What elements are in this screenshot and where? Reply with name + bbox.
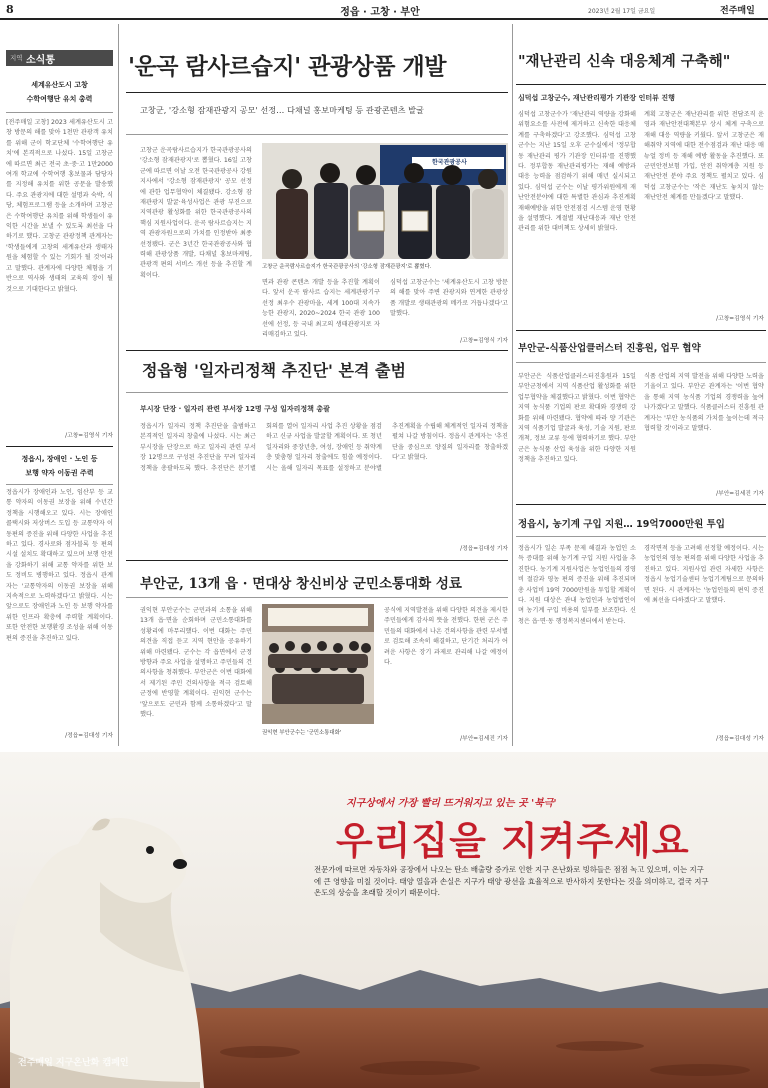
lead-body-3: 심덕섭 고창군수는 '세계유산도시 고창 방문의 해를 맞아 주변 관광지와 연계한 관광상품 개발로 생태관광의 메카로 거듭나겠다'고 말했다.: [390, 279, 508, 318]
lead-body-2: 면과 관광 콘텐츠 개발 등을 추진할 계획이다. 앞서 운곡 람사르 습지는 세계관광기구 선정 최우수 관광마을, 세계 100대 지속가능한 관광지, 2020~2024 한국 관광 100선에 선정, 등 국내 최고의 생태관광지로 자리매김하고 있다.: [262, 279, 380, 339]
divider: [126, 560, 508, 561]
right-low-body-1: 정읍시가 일손 부족 문제 해결과 농업인 소득 증대를 위해 농기계 구입 지원 사업을 추진한다. 농기계 지원사업은 농업인들의 경영비 절감과 영농 편의 증진을 위해 추진되며 총 사업비 19억 7000만원을 투입할 계획이다. 지원 대상은 관내 농업인과 농업법인이며 농기계 구입 비용의 일부를 보조한다. 신청은 읍·면·동 행정복지센터에서 받는다.: [518, 545, 636, 625]
divider: [126, 134, 508, 135]
sidebar-item-2-headline: 정읍시, 장애인 · 노인 등 보행 약자 이동권 주력: [21, 455, 98, 477]
bottom-byline: /부안=김세진 기자: [460, 736, 508, 742]
divider: [126, 392, 508, 393]
ad-headline: 우리집을 지켜주세요: [336, 819, 690, 863]
group-photo-caption: 권익현 부안군수는 '군민소통대화': [262, 730, 342, 736]
sidebar-item-2-byline: /정읍=김대성 기자: [65, 733, 113, 739]
bottom-body-1: 권익현 부안군수는 군민과의 소통을 위해 13개 읍·면을 순회하며 군민소통대화를 성황리에 마무리했다. 이번 대화는 주민 의견을 직접 듣고 지역 현안을 공유하기 위해 마련됐다. 군수는 각 읍면에서 군정 방향과 주요 사업을 설명하고 주민들의 건의사항을 청취했다. 부안군은 이번 대화에서 제기된 주민 건의사항을 적극 검토해 군정에 반영할 계획이다. 권익현 군수는 '앞으로도 군민과 함께 소통하겠다'고 말했다.: [140, 607, 252, 719]
section-title: 정읍 · 고창 · 부안: [340, 7, 420, 18]
sidebar-item-1-headline: 세계유산도시 고창 수학여행단 유치 총력: [26, 81, 93, 103]
group-photo: [262, 604, 374, 724]
right-low-byline: /정읍=김대성 기자: [716, 736, 764, 742]
right-mid-body-1: 부안군은 식품산업클러스터진흥원과 15일 부안군청에서 지역 식품산업 활성화를 위한 업무협약을 체결했다고 밝혔다. 이번 협약은 지역 농식품 기업의 판로 확대와 경쟁력 강화를 위해 마련됐다. 협약에 따라 양 기관은 지역 식품기업 발굴과 육성, 기술 지원, 판로 개척, 정보 교류 등에 협력하기로 했다. 부안군은 농식품 산업 육성을 위한 다양한 지원 정책을 추진하고 있다.: [518, 373, 636, 464]
divider: [516, 504, 766, 505]
divider: [6, 112, 113, 113]
divider: [126, 597, 508, 598]
climate-ad: [0, 752, 768, 1088]
right-top-body-1: 심덕섭 고창군수가 '재난관리 역량을 강화해 위험요소를 사전에 제거하고 신속한 대응체계를 구축하겠다'고 강조했다. 심덕섭 고창군수는 지난 15일 오후 군수실에서 '정부합동 재난관리 평가 기관장 인터뷰'를 진행했다. 정부합동 재난관리평가는 재해 예방과 대응 능력을 점검하기 위해 매년 실시되고 있다. 심덕섭 군수는 이날 평가위원에게 재난안전분야에 대한 특별한 관심과 추진계획 재해예방을 위한 안전점검 시스템 운영 현황을 설명했다. 계절별 재난대응과 재난 안전관리를 위한 대비책도 상세히 밝혔다.: [518, 111, 636, 233]
ad-footer: 전주매일 지구온난화 캠페인: [18, 1058, 129, 1068]
mid-headline: 정읍형 '일자리정책 추진단' 본격 출범: [142, 361, 406, 380]
sidebar-header: [6, 50, 113, 66]
page-number: 8: [6, 3, 14, 16]
group-photo-image: [262, 604, 374, 724]
lead-body-1: 고창군 운곡람사르습지가 한국관광공사의 '강소형 잠재관광지'로 뽑혔다. 16일 고창군에 따르면 이날 오전 한국관광공사 강원지사에서 '강소형 잠재관광지' 공모 선정에 관한 업무협약이 체결됐다. 강소형 잠재관광지 발굴·육성사업은 관광 부진으로 지역관광 활성화를 위한 한국관광공사의 핵심 지원사업이다. 운곡 람사르습지는 지역 관광자원으로의 가치를 인정받아 최종 선정됐다. 군은 3년간 한국관광공사와 협력해 관광상품 개발, 다채널 홍보마케팅, 관광객 편의 서비스 개선 등을 추진할 계획이다.: [140, 147, 252, 279]
right-top-headline: "재난관리 신속 대응체계 구축해": [518, 53, 731, 70]
right-mid-body-2: 식품 산업의 지역 발전을 위해 다양한 노력을 기울이고 있다. 부안군 관계자는 '이번 협약을 통해 지역 농식품 기업의 경쟁력을 높여 나가겠다'고 말했다. 식품클러스터 진흥원 관계자는 '부안 농식품의 가치를 높이는데 적극 협력할 것'이라고 말했다.: [644, 373, 764, 433]
page-header: [0, 0, 768, 20]
lead-photo: [262, 143, 508, 259]
right-top-subtitle: 심덕섭 고창군수, 재난관리평가 기관장 인터뷰 진행: [518, 94, 675, 102]
sidebar-item-1-byline: /고창=김영식 기자: [65, 433, 113, 439]
right-top-body-2: 계획 고창군은 재난관리를 위한 전담조직 운영과 재난안전대책본부 상시 체계 구축으로 재해 대응 역량을 키웠다. 앞서 고창군은 재해취약 지역에 대한 전수점검과 재난 대응 매뉴얼 정비 등 재해 예방 활동을 추진했다. 또 군민안전보험 가입, 안전 취약계층 지원 등 재난안전 분야 주요 정책도 펼치고 있다. 심덕섭 고창군수는 '작은 재난도 놓치지 않는 재난안전 체계를 만들겠다'고 말했다.: [644, 111, 764, 202]
bottom-body-2: 공식에 지역발전을 위해 다양한 의견을 제시한 주민들에게 감사의 뜻을 전했다. 한편 군은 주민들의 대화에서 나온 건의사항을 관련 부서별로 검토해 조속히 해결하고, 단기간 처리가 어려운 사항은 장기 과제로 관리해 나갈 예정이다.: [384, 607, 508, 667]
mid-subtitle: 부시장 단장 · 일자리 관련 부서장 12명 구성 일자리정책 총괄: [140, 405, 330, 413]
mid-body: 정읍시가 일자리 정책 추진단을 출범하고 본격적인 일자리 창출에 나섰다. 시는 최근 부시장을 단장으로 하고 일자리 관련 부서장 12명으로 구성된 추진단을 꾸려 일자리 정책을 총괄하도록 했다. 추진단은 분기별 회의를 열어 일자리 사업 추진 상황을 점검하고 신규 사업을 발굴할 계획이다. 또 청년 일자리와 중장년층, 여성, 장애인 등 취약계층 맞춤형 일자리 창출에도 힘쓸 예정이다. 시는 올해 일자리 목표를 설정하고 분야별 추진계획을 수립해 체계적인 일자리 정책을 펼쳐 나갈 방침이다. 정읍시 관계자는 '추진단을 중심으로 양질의 일자리를 창출하겠다'고 밝혔다.: [140, 423, 508, 472]
mid-byline: /정읍=김대성 기자: [460, 546, 508, 552]
divider: [516, 536, 766, 537]
divider: [126, 92, 508, 93]
header-rule: [0, 18, 768, 20]
ad-body: 전문가에 따르면 자동차와 공장에서 나오는 탄소 배출량 증가로 인한 지구 온난화로 빙하들은 점점 녹고 있으며, 이는 지구에 큰 영향을 미칠 것이다. 태양 열을과 손실은 지구가 태양 광선을 효율적으로 반사하지 못한다는 것을 의미하고, 결국 지구 온도의 상승을 초래할 것이기 때문이다.: [314, 865, 709, 897]
sidebar-item-2-body: 정읍시가 장애인과 노인, 임산부 등 교통 약자의 이동권 보장을 위해 수년간 정책을 시행해오고 있다. 시는 장애인 콜택시와 저상버스 도입 등 교통약자 이동편의 증진을 위해 다양한 사업을 추진하고 있다. 경사로와 점자블록 등 편의시설 설치도 확대하고 있으며 보행 안전을 강화하기 위해 교통 약자를 위한 보도 정비도 병행하고 있다. 정읍시 관계자는 '교통약자의 이동권 보장을 위해 지속적으로 노력하겠다'고 밝혔다. 시는 앞으로도 장애인과 노인 등 보행 약자를 위한 인프라 확충에 주력할 계획이다. 또한 안전한 보행환경 조성을 위해 이동 편의 증진을 추진하고 있다.: [6, 489, 113, 642]
divider: [516, 362, 766, 363]
divider: [516, 330, 766, 331]
polar-bear-image: [0, 752, 230, 1088]
lead-headline: '운곡 람사르습지' 관광상품 개발: [128, 53, 446, 80]
bottom-headline: 부안군, 13개 읍 · 면대상 창신비상 군민소통대화 성료: [140, 576, 462, 592]
right-mid-headline: 부안군-식품산업클러스터 진흥원, 업무 협약: [518, 343, 701, 354]
divider: [516, 84, 766, 85]
ad-tagline: 지구상에서 가장 빨리 뜨거워지고 있는 곳 '북극': [346, 798, 557, 809]
divider: [126, 350, 508, 351]
divider: [6, 484, 113, 485]
right-top-byline: /고창=김영식 기자: [716, 316, 764, 322]
photo-banner-text: 한국관광공사: [432, 159, 467, 166]
right-low-body-2: 경작면적 등을 고려해 선정할 예정이다. 시는 농업인의 영농 편의를 위해 다양한 사업을 추진하고 있다. 지원사업 관련 자세한 사항은 정읍시 농업기술센터 농업기계팀으로 문의하면 된다. 시 관계자는 '농업인들의 편익 증진에 최선을 다하겠다'고 말했다.: [644, 545, 764, 605]
column-rule: [512, 24, 513, 746]
sidebar-title: 소식통: [26, 55, 55, 66]
paper-name: 전주매일: [720, 6, 755, 16]
divider: [6, 446, 113, 447]
sidebar-tag: 지역: [10, 54, 23, 62]
issue-date: 2023년 2월 17일 금요일: [588, 8, 656, 15]
lead-subtitle: 고창군, '강소형 잠재관광지 공모' 선정… 다채널 홍보마케팅 등 관광콘텐츠 발굴: [140, 105, 424, 115]
lead-photo-caption: 고창군 운곡람사르습지가 한국관광공사의 '강소형 잠재관광지'로 뽑혔다.: [262, 264, 432, 270]
right-low-headline: 정읍시, 농기계 구입 지원… 19억7000만원 투입: [518, 519, 725, 530]
right-mid-byline: /부안=김세진 기자: [716, 491, 764, 497]
column-rule: [118, 24, 119, 746]
sidebar: [6, 50, 113, 742]
lead-byline: /고창=김영식 기자: [460, 338, 508, 344]
ceremony-photo: [262, 143, 508, 259]
sidebar-item-1-body: [전주매일 고창] 2023 세계유산도시 고창 방문의 해를 맞아 1천만 관광객 유치를 위해 군이 학교단체 '수학여행단 유치'에 본격적으로 나섰다. 15일 고창군에 따르면 최근 전국 초·중·고 1만2000여개 학교에 수학여행 홍보물과 담당자를 지정해 유치를 위한 공문을 발송했다. 주요 관광지에 대한 설명과 숙박, 식당, 체험프로그램 등을 소개하며 고창군은 수학여행단 유치를 위해 학생들이 유익한 시간을 보낼 수 있도록 최선을 다하기로 했다. 고창군 관광정책 관계자는 '학생들에게 고창의 세계유산과 생태자원을 체험할 수 있는 기회가 될 것'이라고 말했다. 관계자에 다양한 체험을 기반으로 역사와 생태의 교육의 장이 될 것으로 기대한다고 밝혔다.: [6, 119, 113, 293]
